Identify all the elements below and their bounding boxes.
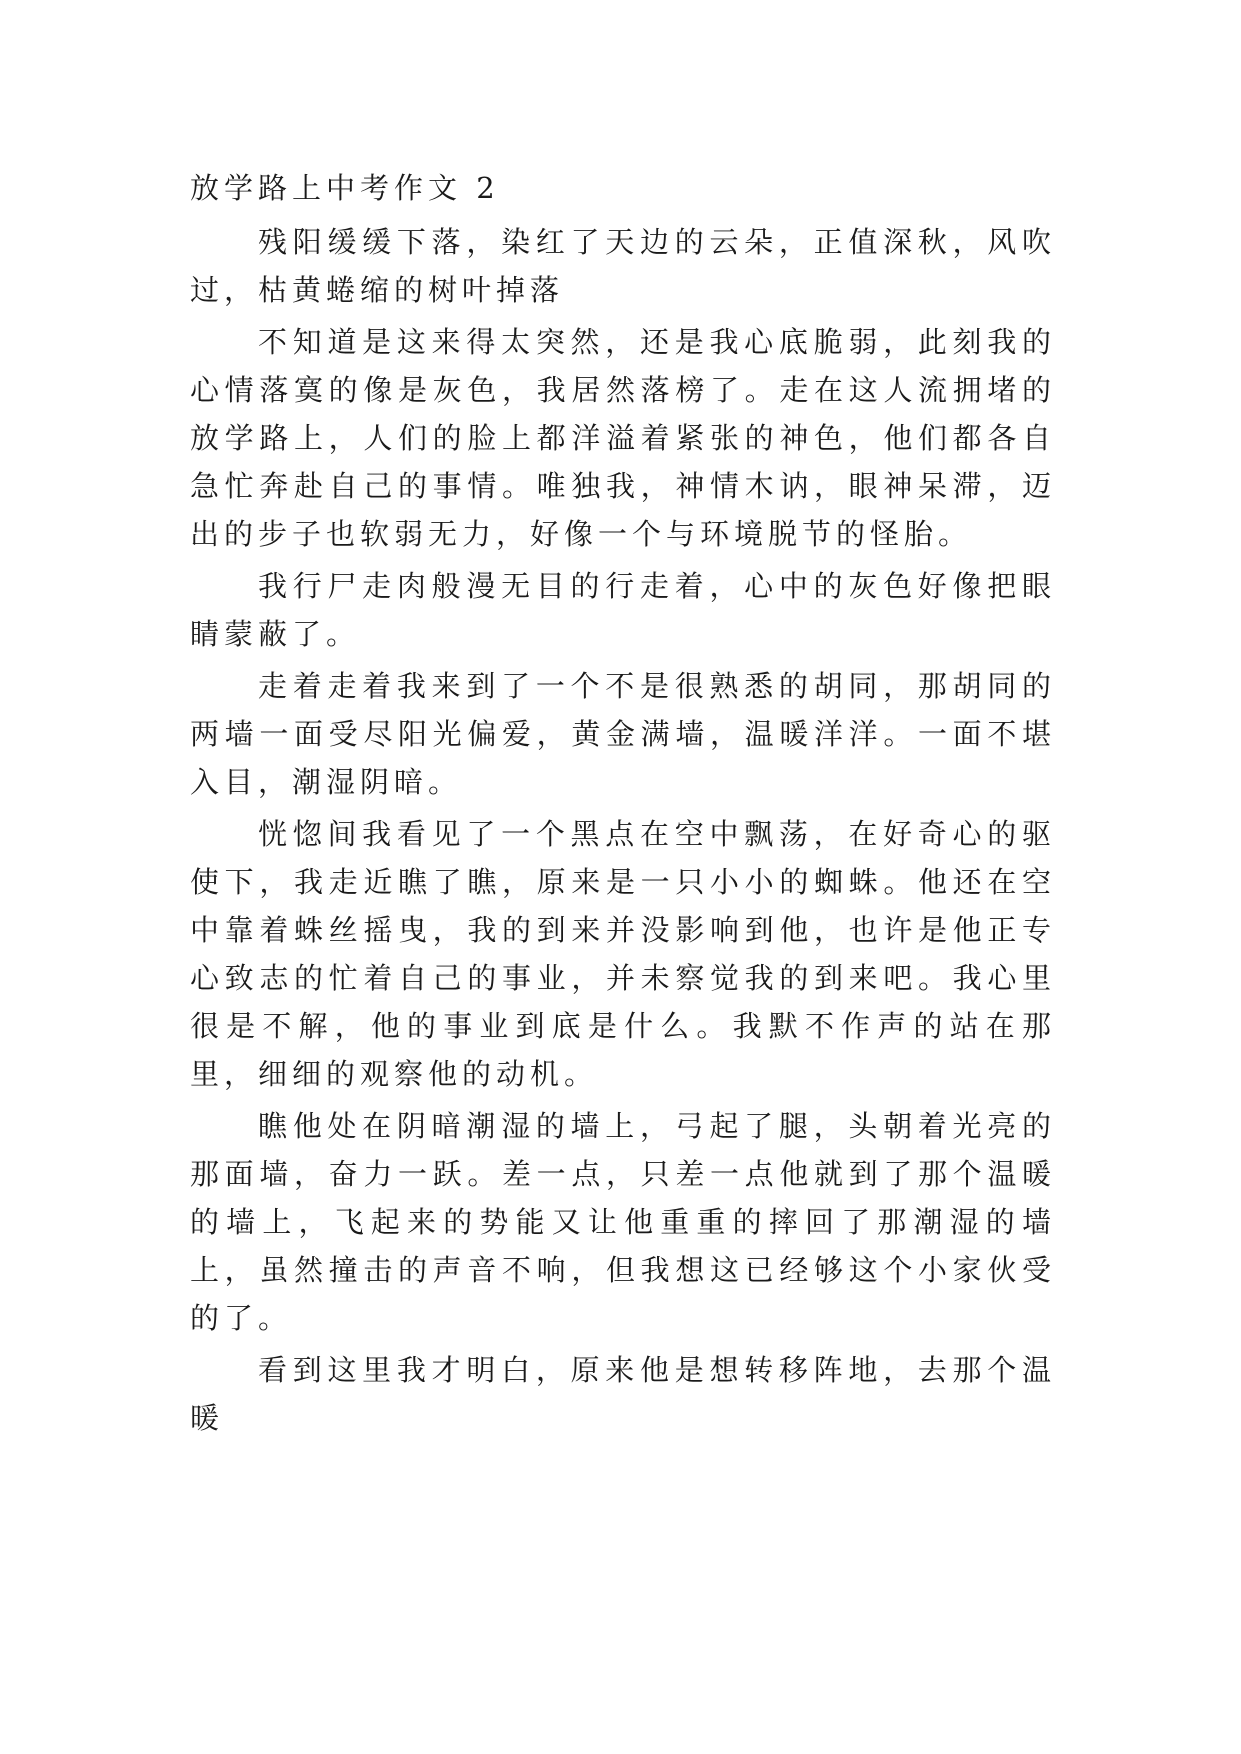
paragraph-7: 看到这里我才明白，原来他是想转移阵地，去那个温暖: [190, 1353, 1056, 1435]
paragraph-6: 瞧他处在阴暗潮湿的墙上，弓起了腿，头朝着光亮的那面墙，奋力一跃。差一点，只差一点他就到了那个温暖的墙上，飞起来的势能又让他重重的摔回了那潮湿的墙上，虽然撞击的声音不响，但我想这已经够这个小家伙受的了。: [190, 1109, 1056, 1335]
paragraph-1: 残阳缓缓下落，染红了天边的云朵，正值深秋，风吹过，枯黄蜷缩的树叶掉落: [190, 225, 1056, 307]
document-title: 放学路上中考作文 2: [190, 171, 500, 205]
paragraph-2: 不知道是这来得太突然，还是我心底脆弱，此刻我的心情落寞的像是灰色，我居然落榜了。走在这人流拥堵的放学路上，人们的脸上都洋溢着紧张的神色，他们都各自急忙奔赴自己的事情。唯独我，神情木讷，眼神呆滞，迈出的步子也软弱无力，好像一个与环境脱节的怪胎。: [190, 325, 1056, 551]
paragraph-3: 我行尸走肉般漫无目的行走着，心中的灰色好像把眼睛蒙蔽了。: [190, 569, 1056, 651]
paragraph-5: 恍惚间我看见了一个黑点在空中飘荡，在好奇心的驱使下，我走近瞧了瞧，原来是一只小小的蜘蛛。他还在空中靠着蛛丝摇曳，我的到来并没影响到他，也许是他正专心致志的忙着自己的事业，并未察觉我的到来吧。我心里很是不解，他的事业到底是什么。我默不作声的站在那里，细细的观察他的动机。: [190, 817, 1056, 1091]
document-body: [190, 164, 1056, 1442]
paragraph-4: 走着走着我来到了一个不是很熟悉的胡同，那胡同的两墙一面受尽阳光偏爱，黄金满墙，温暖洋洋。一面不堪入目，潮湿阴暗。: [190, 669, 1056, 799]
